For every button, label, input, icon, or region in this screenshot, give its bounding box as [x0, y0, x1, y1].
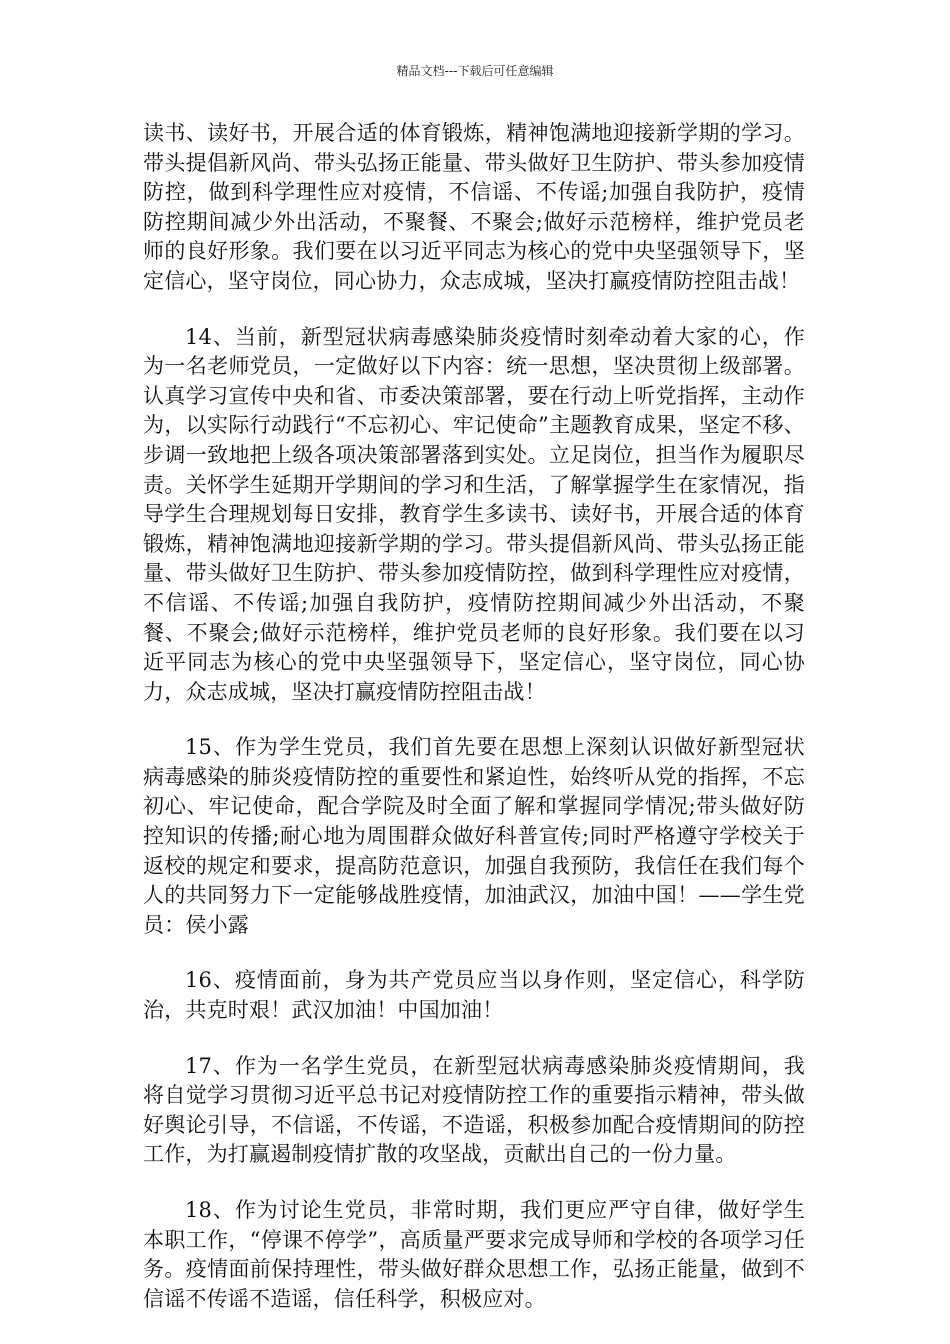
page-header: 精品文档---下载后可任意编辑 [396, 64, 554, 78]
paragraph-17: 17、作为一名学生党员，在新型冠状病毒感染肺炎疫情期间，我将自觉学习贯彻习近平总书记对疫情防控工作的重要指示精神，带头做好舆论引导，不信谣，不传谣，不造谣，积极参加配合疫情期间的防控工作，为打赢遏制疫情扩散的攻坚战，贡献出自己的一份力量。 [143, 1053, 805, 1167]
paragraph-14: 14、当前，新型冠状病毒感染肺炎疫情时刻牵动着大家的心，作为一名老师党员，一定做好以下内容：统一思想，坚决贯彻上级部署。认真学习宣传中央和省、市委决策部署，要在行动上听党指挥，主动作为，以实际行动践行“不忘初心、牢记使命”主题教育成果，坚定不移、步调一致地把上级各项决策部署落到实处。立足岗位，担当作为履职尽责。关怀学生延期开学期间的学习和生活，了解掌握学生在家情况，指导学生合理规划每日安排，教育学生多读书、读好书，开展合适的体育锻炼，精神饱满地迎接新学期的学习。带头提倡新风尚、带头弘扬正能量、带头做好卫生防护、带头参加疫情防控，做到科学理性应对疫情，不信谣、不传谣;加强自我防护，疫情防控期间减少外出活动，不聚餐、不聚会;做好示范榜样，维护党员老师的良好形象。我们要在以习近平同志为核心的党中央坚强领导下，坚定信心，坚守岗位，同心协力，众志成城，坚决打赢疫情防控阻击战！ [143, 324, 805, 704]
paragraph-16: 16、疫情面前，身为共产党员应当以身作则，坚定信心，科学防治，共克时艰！武汉加油！中国加油！ [143, 968, 805, 1023]
paragraph-15: 15、作为学生党员，我们首先要在思想上深刻认识做好新型冠状病毒感染的肺炎疫情防控的重要性和紧迫性，始终听从党的指挥，不忘初心、牢记使命，配合学院及时全面了解和掌握同学情况;带头做好防控知识的传播;耐心地为周围群众做好科普宣传;同时严格遵守学校关于返校的规定和要求，提高防范意识，加强自我预防，我信任在我们每个人的共同努力下一定能够战胜疫情，加油武汉，加油中国！——学生党员：侯小露 [143, 735, 805, 937]
paragraph-continuation: 读书、读好书，开展合适的体育锻炼，精神饱满地迎接新学期的学习。带头提倡新风尚、带头弘扬正能量、带头做好卫生防护、带头参加疫情防控，做到科学理性应对疫情，不信谣、不传谣;加强自我防护，疫情防控期间减少外出活动，不聚餐、不聚会;做好示范榜样，维护党员老师的良好形象。我们要在以习近平同志为核心的党中央坚强领导下，坚定信心，坚守岗位，同心协力，众志成城，坚决打赢疫情防控阻击战！ [143, 121, 805, 293]
document-body [143, 119, 805, 1340]
paragraph-18: 18、作为讨论生党员，非常时期，我们更应严守自律，做好学生本职工作，“停课不停学”，高质量严要求完成导师和学校的各项学习任务。疫情面前保持理性，带头做好群众思想工作，弘扬正能量，做到不信谣不传谣不造谣，信任科学，积极应对。 [143, 1198, 805, 1311]
